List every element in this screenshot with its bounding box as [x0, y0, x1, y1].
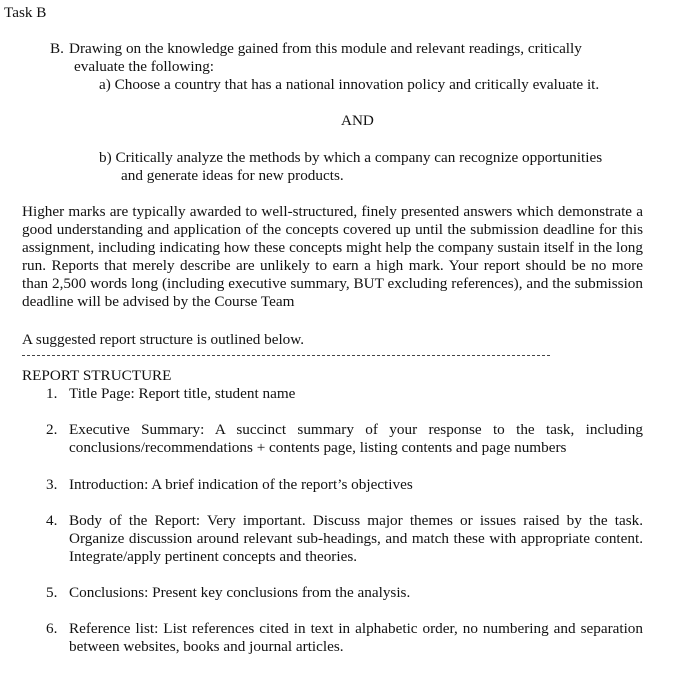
question-part-a: a) Choose a country that has a national innovation policy and critically evaluate it.	[99, 76, 600, 93]
list-item-reference-list: Reference list: List references cited in text in alphabetic order, no numbering and separation between websites, books and journal articles.	[69, 620, 643, 655]
list-item-executive-summary: Executive Summary: A succinct summary of your response to the task, including conclusions/recommendations + contents page, listing contents and page numbers	[69, 421, 643, 456]
marking-paragraph: Higher marks are typically awarded to well-structured, finely presented answers which demonstrate a good understanding and application of the concepts covered up until the submission deadline for this assignment, including indicating how these concepts might help the company sustain itself in the long run. Reports that merely describe are unlikely to earn a high mark. Your report should be no more than 2,500 words long (including executive summary, BUT excluding references), and the submission deadline will be advised by the Course Team	[22, 203, 643, 310]
list-item-number: 4.	[46, 512, 58, 529]
list-item-number: 6.	[46, 620, 58, 637]
structure-intro: A suggested report structure is outlined below.	[22, 331, 305, 348]
list-item-title-page: Title Page: Report title, student name	[69, 385, 296, 402]
list-item-introduction: Introduction: A brief indication of the report’s objectives	[69, 476, 413, 493]
list-item-number: 5.	[46, 584, 58, 601]
question-intro-line2: evaluate the following:	[74, 58, 215, 75]
dashed-divider	[22, 355, 550, 356]
list-item-conclusions: Conclusions: Present key conclusions from the analysis.	[69, 584, 411, 601]
question-part-b-line2: and generate ideas for new products.	[121, 167, 344, 184]
question-intro-line1: Drawing on the knowledge gained from this module and relevant readings, critically	[69, 40, 582, 57]
report-structure-heading: REPORT STRUCTURE	[22, 367, 172, 384]
list-item-number: 2.	[46, 421, 58, 438]
task-title: Task B	[4, 4, 47, 21]
question-part-b-line1: b) Critically analyze the methods by which a company can recognize opportunities	[99, 149, 603, 166]
list-item-body: Body of the Report: Very important. Discuss major themes or issues raised by the task. Organize discussion around relevant sub-headings, and match these with appropriate content. Integrate/apply pertinent concepts and theories.	[69, 512, 643, 565]
list-item-number: 1.	[46, 385, 58, 402]
connector-and: AND	[341, 112, 374, 129]
question-label: B.	[50, 40, 64, 57]
list-item-number: 3.	[46, 476, 58, 493]
